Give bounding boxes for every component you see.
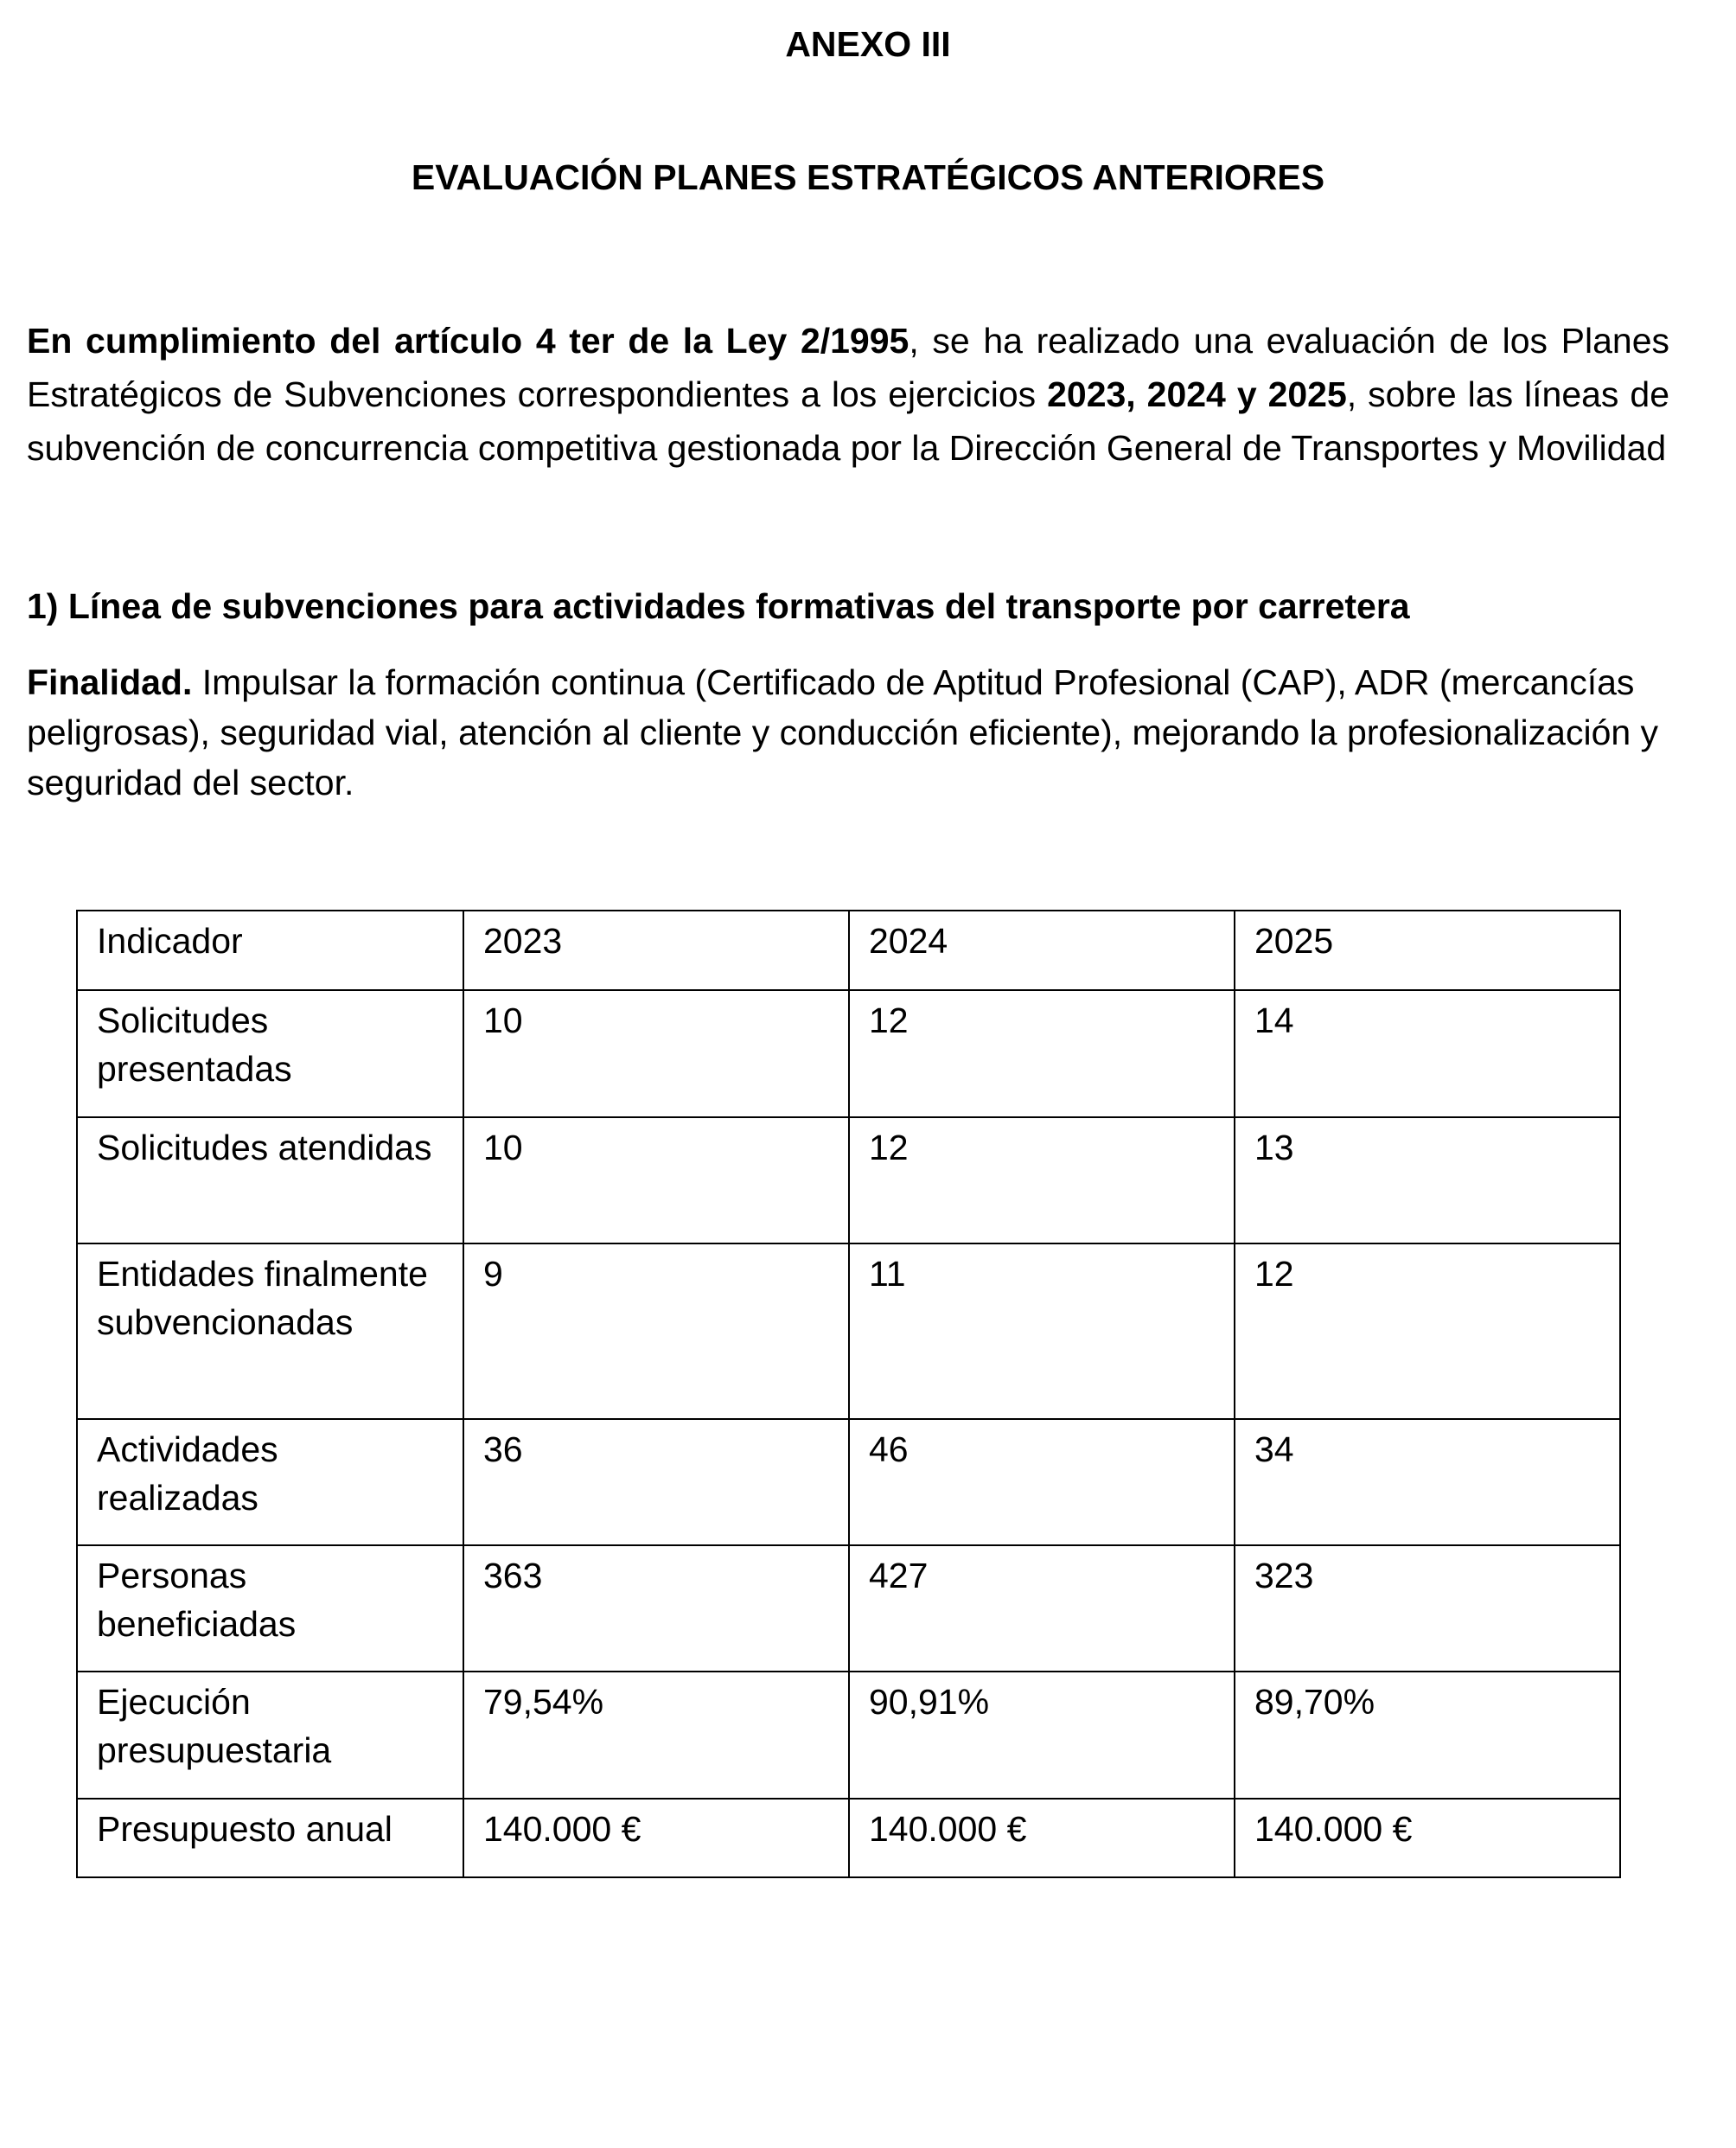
table-row <box>77 1672 1620 1799</box>
value-cell: 140.000 € <box>463 1799 849 1877</box>
intro-text-1: , se ha realizado una evaluación de los Planes Estratégicos de Subvenciones correspondientes a los ejercicios <box>27 321 1669 414</box>
value-cell: 363 <box>463 1545 849 1672</box>
value-cell: 46 <box>849 1419 1235 1545</box>
header-cell: 2025 <box>1235 911 1620 990</box>
value-cell: 79,54% <box>463 1672 849 1799</box>
intro-paragraph <box>27 314 1669 475</box>
value-cell: 140.000 € <box>1235 1799 1620 1877</box>
header-cell: 2023 <box>463 911 849 990</box>
indicator-cell: Ejecución presupuestaria <box>77 1672 463 1799</box>
table-row <box>77 1117 1620 1243</box>
section-heading: 1) Línea de subvenciones para actividades formativas del transporte por carretera <box>27 586 1410 626</box>
value-cell: 323 <box>1235 1545 1620 1672</box>
table-row <box>77 1243 1620 1419</box>
annex-title: ANEXO III <box>785 24 951 64</box>
value-cell: 140.000 € <box>849 1799 1235 1877</box>
table-row <box>77 1799 1620 1877</box>
value-cell: 36 <box>463 1419 849 1545</box>
value-cell: 12 <box>849 1117 1235 1243</box>
value-cell: 12 <box>1235 1243 1620 1419</box>
indicator-cell: Solicitudes presentadas <box>77 990 463 1117</box>
header-cell: Indicador <box>77 911 463 990</box>
value-cell: 12 <box>849 990 1235 1117</box>
intro-bold-years: 2023, 2024 y 2025 <box>1047 374 1347 414</box>
value-cell: 89,70% <box>1235 1672 1620 1799</box>
header-cell: 2024 <box>849 911 1235 990</box>
value-cell: 10 <box>463 1117 849 1243</box>
purpose-paragraph <box>27 657 1669 808</box>
indicator-cell: Presupuesto anual <box>77 1799 463 1877</box>
value-cell: 34 <box>1235 1419 1620 1545</box>
document-title: EVALUACIÓN PLANES ESTRATÉGICOS ANTERIORES <box>411 157 1325 197</box>
purpose-text: Impulsar la formación continua (Certificado de Aptitud Profesional (CAP), ADR (mercancías peligrosas), seguridad vial, atención al cliente y conducción eficiente), mejorando la profesionalización y seguridad del sector. <box>27 662 1659 802</box>
indicator-cell: Actividades realizadas <box>77 1419 463 1545</box>
value-cell: 427 <box>849 1545 1235 1672</box>
table-row <box>77 1545 1620 1672</box>
table-header-row <box>77 911 1620 990</box>
table-row <box>77 1419 1620 1545</box>
purpose-label: Finalidad. <box>27 662 193 702</box>
indicator-cell: Personas beneficiadas <box>77 1545 463 1672</box>
table-row <box>77 990 1620 1117</box>
value-cell: 10 <box>463 990 849 1117</box>
indicator-cell: Solicitudes atendidas <box>77 1117 463 1243</box>
value-cell: 9 <box>463 1243 849 1419</box>
value-cell: 11 <box>849 1243 1235 1419</box>
intro-text-2: , sobre las líneas de subvención de concurrencia competitiva gestionada por la Dirección General de Transportes y Movilidad <box>27 374 1669 468</box>
value-cell: 90,91% <box>849 1672 1235 1799</box>
indicators-table <box>76 910 1621 1878</box>
value-cell: 14 <box>1235 990 1620 1117</box>
indicator-cell: Entidades finalmente subvencionadas <box>77 1243 463 1419</box>
value-cell: 13 <box>1235 1117 1620 1243</box>
intro-bold-lead: En cumplimiento del artículo 4 ter de la Ley 2/1995 <box>27 321 909 361</box>
